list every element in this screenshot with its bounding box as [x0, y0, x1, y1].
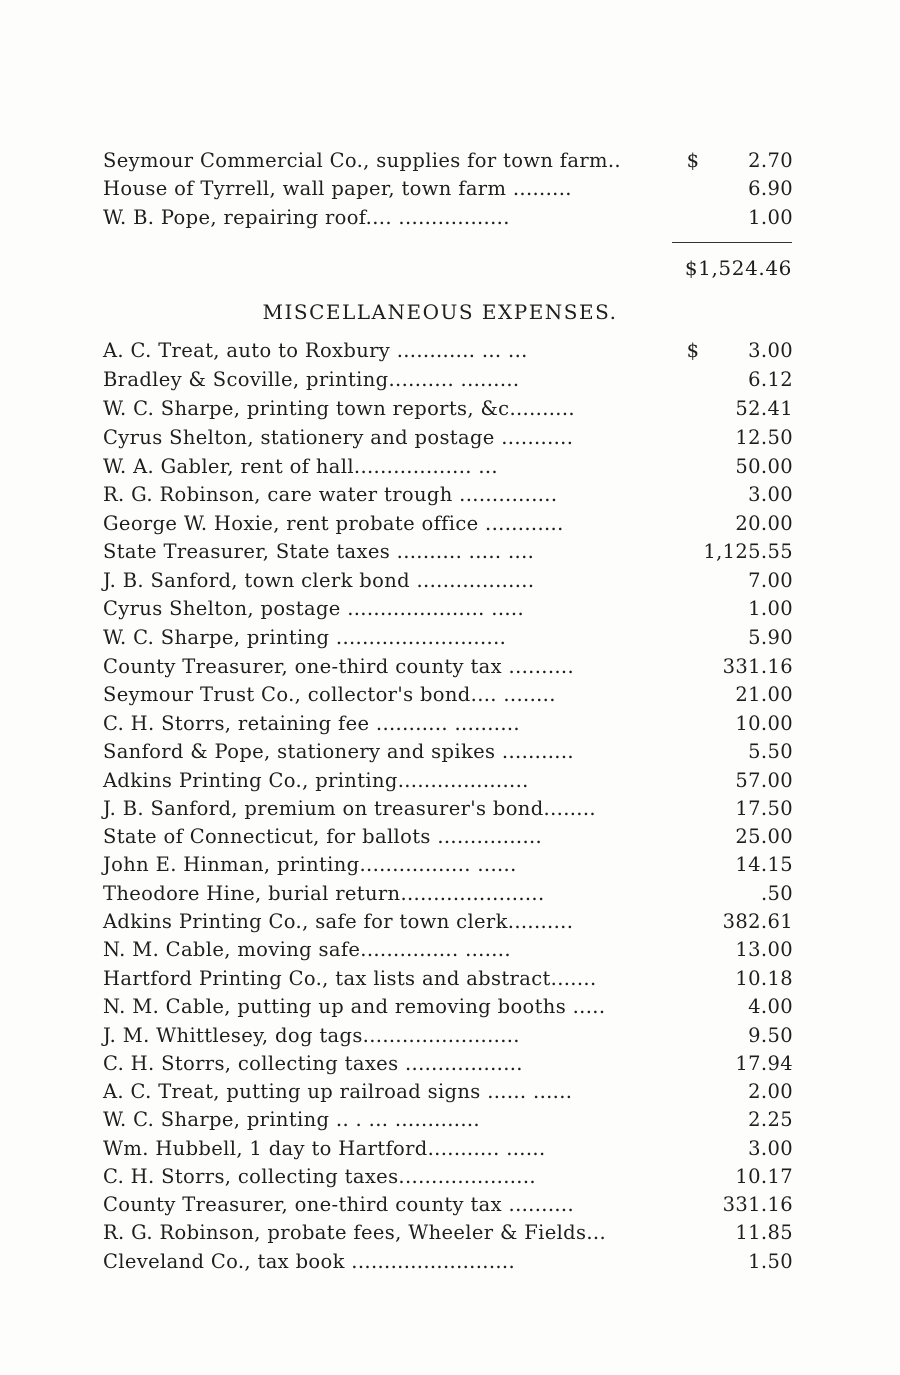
expense-description: Bradley & Scoville, printing.......... ......... — [103, 368, 520, 391]
expense-row — [103, 1163, 793, 1191]
expense-description: A. C. Treat, putting up railroad signs ...... ...... — [103, 1080, 573, 1103]
expense-amount: 57.00 — [735, 769, 793, 792]
expense-row — [103, 1078, 793, 1106]
expense-amount: 14.15 — [735, 853, 793, 876]
expense-amount: 1.00 — [748, 597, 793, 620]
expense-amount: 17.94 — [735, 1052, 793, 1075]
expense-row — [103, 908, 793, 936]
dollar-sign: $ — [686, 149, 700, 172]
expense-amount: 9.50 — [748, 1024, 793, 1047]
expense-amount: 17.50 — [735, 797, 793, 820]
expense-amount: 10.18 — [735, 967, 793, 990]
expense-description: C. H. Storrs, retaining fee ........... .......... — [103, 712, 520, 735]
expense-amount: 10.00 — [735, 712, 793, 735]
expense-amount: 1.50 — [748, 1250, 793, 1273]
expense-amount: 50.00 — [735, 455, 793, 478]
expense-description: County Treasurer, one-third county tax .......... — [103, 1193, 575, 1216]
expense-row — [103, 395, 793, 423]
expense-row — [103, 1022, 793, 1050]
expense-description: J. M. Whittlesey, dog tags........................ — [103, 1024, 520, 1047]
expense-description: Seymour Trust Co., collector's bond.... ........ — [103, 683, 556, 706]
expense-row — [103, 1219, 793, 1247]
expense-row — [103, 424, 793, 452]
expense-row — [103, 880, 793, 908]
expense-row — [103, 510, 793, 538]
expense-row — [103, 481, 793, 509]
expense-amount: 5.90 — [748, 626, 793, 649]
expense-amount: 3.00 — [748, 1137, 793, 1160]
expense-row — [103, 538, 793, 566]
expense-description: A. C. Treat, auto to Roxbury ............ ... ... — [103, 339, 528, 362]
expense-description: State Treasurer, State taxes .......... ..... .... — [103, 540, 535, 563]
expense-description: George W. Hoxie, rent probate office ............ — [103, 512, 564, 535]
expense-description: W. B. Pope, repairing roof.... ................. — [103, 206, 510, 229]
expense-row — [103, 595, 793, 623]
expense-amount: 20.00 — [735, 512, 793, 535]
expense-description: R. G. Robinson, probate fees, Wheeler & Fields... — [103, 1221, 607, 1244]
expense-description: J. B. Sanford, town clerk bond .................. — [103, 569, 535, 592]
expense-row — [103, 453, 793, 481]
expense-description: John E. Hinman, printing................. ...... — [103, 853, 517, 876]
expense-row — [103, 624, 793, 652]
expense-description: C. H. Storrs, collecting taxes .................. — [103, 1052, 523, 1075]
expense-description: Sanford & Pope, stationery and spikes ........... — [103, 740, 574, 763]
expense-row — [103, 795, 793, 823]
expense-row — [103, 1106, 793, 1134]
expense-description: County Treasurer, one-third county tax .......... — [103, 655, 575, 678]
expense-description: C. H. Storrs, collecting taxes..................... — [103, 1165, 536, 1188]
expense-amount: 5.50 — [748, 740, 793, 763]
expense-row — [103, 1191, 793, 1219]
expense-row — [103, 851, 793, 879]
expense-description: State of Connecticut, for ballots ................ — [103, 825, 543, 848]
expense-amount: 331.16 — [722, 655, 793, 678]
expense-description: J. B. Sanford, premium on treasurer's bond........ — [103, 797, 596, 820]
expense-row — [103, 993, 793, 1021]
expense-row — [103, 204, 793, 232]
expense-description: Wm. Hubbell, 1 day to Hartford........... ...... — [103, 1137, 546, 1160]
expense-description: W. A. Gabler, rent of hall.................. ... — [103, 455, 498, 478]
expense-amount: 2.25 — [748, 1108, 793, 1131]
expense-amount: 25.00 — [735, 825, 793, 848]
expense-row — [103, 965, 793, 993]
expense-amount: 7.00 — [748, 569, 793, 592]
expense-row — [103, 567, 793, 595]
expense-amount: 1,125.55 — [703, 540, 793, 563]
expense-row — [103, 1135, 793, 1163]
total-rule — [672, 242, 792, 243]
expense-description: Adkins Printing Co., printing.................... — [103, 769, 529, 792]
expense-row — [103, 147, 793, 175]
expense-amount: 3.00 — [748, 339, 793, 362]
expense-description: W. C. Sharpe, printing town reports, &c.......... — [103, 397, 575, 420]
expense-row — [103, 681, 793, 709]
expense-amount: .50 — [760, 882, 793, 905]
dollar-sign: $ — [686, 339, 700, 362]
expense-amount: 10.17 — [735, 1165, 793, 1188]
expense-amount: 331.16 — [722, 1193, 793, 1216]
expense-row — [103, 1248, 793, 1276]
expense-amount: 52.41 — [735, 397, 793, 420]
expense-amount: 13.00 — [735, 938, 793, 961]
expense-row — [103, 337, 793, 365]
expense-amount: 3.00 — [748, 483, 793, 506]
section-heading — [0, 298, 900, 326]
expense-description: W. C. Sharpe, printing .......................... — [103, 626, 507, 649]
expense-amount: 6.12 — [748, 368, 793, 391]
expense-amount: 12.50 — [735, 426, 793, 449]
expense-description: Adkins Printing Co., safe for town clerk.......... — [103, 910, 574, 933]
section-total: $1,524.46 — [684, 256, 792, 280]
expense-row — [103, 936, 793, 964]
expense-description: Cyrus Shelton, postage ..................... ..... — [103, 597, 525, 620]
expense-row — [103, 710, 793, 738]
expense-description: Theodore Hine, burial return...................... — [103, 882, 545, 905]
expense-description: R. G. Robinson, care water trough ............... — [103, 483, 558, 506]
expense-description: W. C. Sharpe, printing .. . ... ............. — [103, 1108, 480, 1131]
expense-amount: 21.00 — [735, 683, 793, 706]
expense-amount: 11.85 — [735, 1221, 793, 1244]
expense-description: N. M. Cable, putting up and removing booths ..... — [103, 995, 606, 1018]
expense-description: House of Tyrrell, wall paper, town farm ......... — [103, 177, 572, 200]
expense-amount: 2.70 — [748, 149, 793, 172]
expense-row — [103, 767, 793, 795]
expense-row — [103, 175, 793, 203]
expense-description: Cyrus Shelton, stationery and postage ........... — [103, 426, 574, 449]
expense-amount: 4.00 — [748, 995, 793, 1018]
expense-row — [103, 738, 793, 766]
section-heading-text: MISCELLANEOUS EXPENSES. — [262, 300, 618, 324]
expense-row — [103, 1050, 793, 1078]
expense-description: Cleveland Co., tax book ......................... — [103, 1250, 516, 1273]
expense-description: Seymour Commercial Co., supplies for town farm.. — [103, 149, 621, 172]
expense-amount: 6.90 — [748, 177, 793, 200]
expense-row — [103, 366, 793, 394]
expense-row — [103, 653, 793, 681]
expense-amount: 2.00 — [748, 1080, 793, 1103]
expense-description: N. M. Cable, moving safe............... ....... — [103, 938, 511, 961]
expense-amount: 382.61 — [722, 910, 793, 933]
expense-row — [103, 823, 793, 851]
expense-amount: 1.00 — [748, 206, 793, 229]
expense-description: Hartford Printing Co., tax lists and abstract....... — [103, 967, 597, 990]
